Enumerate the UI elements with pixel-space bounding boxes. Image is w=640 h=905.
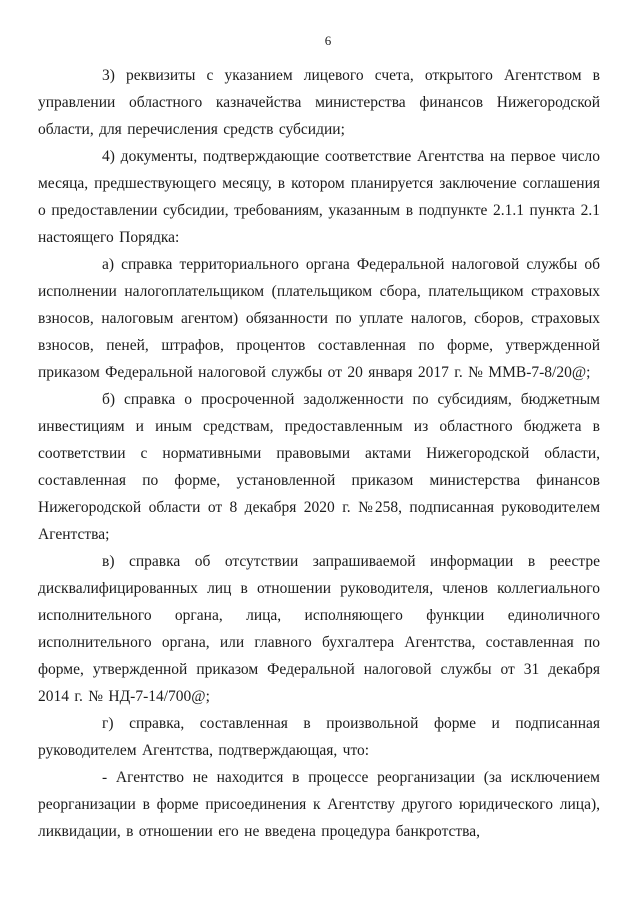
page-number: 6 bbox=[324, 33, 332, 48]
paragraph-subitem-b-debt-certificate: б) справка о просроченной задолженности по субсидиям, бюджетным инвестициям и иным средствам, предоставленным из областного бюджета в соответствии с нормативными правовыми актами Нижегородской области, составленная по форме, установленной приказом министерства финансов Нижегородской области от 8 декабря 2020 г. №258, подписанная руководителем Агентства; bbox=[38, 391, 600, 543]
document-body bbox=[38, 62, 600, 845]
paragraph-subitem-a-tax-certificate: а) справка территориального органа Федеральной налоговой службы об исполнении налогоплательщиком (плательщиком сбора, плательщиком страховых взносов, налоговым агентом) обязанности по уплате налогов, сборов, страховых взносов, пеней, штрафов, процентов составленная по форме, утвержденной приказом Федеральной налоговой службы от 20 января 2017 г. № ММВ-7-8/20@; bbox=[38, 256, 600, 381]
paragraph-item-3-requisites: 3) реквизиты с указанием лицевого счета, открытого Агентством в управлении областного казначейства министерства финансов Нижегородской области, для перечисления средств субсидии; bbox=[38, 67, 600, 138]
paragraph-dash-reorganization-clause: - Агентство не находится в процессе реорганизации (за исключением реорганизации в форме присоединения к Агентству другого юридического лица), ликвидации, в отношении его не введена процедура банкротства, bbox=[38, 769, 600, 840]
paragraph-subitem-g-free-form-certificate: г) справка, составленная в произвольной форме и подписанная руководителем Агентства, подтверждающая, что: bbox=[38, 715, 600, 759]
paragraph-subitem-v-disqualified-registry-certificate: в) справка об отсутствии запрашиваемой информации в реестре дисквалифицированных лиц в отношении руководителя, членов коллегиального исполнительного органа, лица, исполняющего функции единоличного исполнительного органа, или главного бухгалтера Агентства, составленная по форме, утвержденной приказом Федеральной налоговой службы от 31 декабря 2014 г. № НД-7-14/700@; bbox=[38, 553, 600, 705]
paragraph-item-4-documents: 4) документы, подтверждающие соответствие Агентства на первое число месяца, предшествующего месяцу, в котором планируется заключение соглашения о предоставлении субсидии, требованиям, указанным в подпункте 2.1.1 пункта 2.1 настоящего Порядка: bbox=[38, 148, 600, 246]
